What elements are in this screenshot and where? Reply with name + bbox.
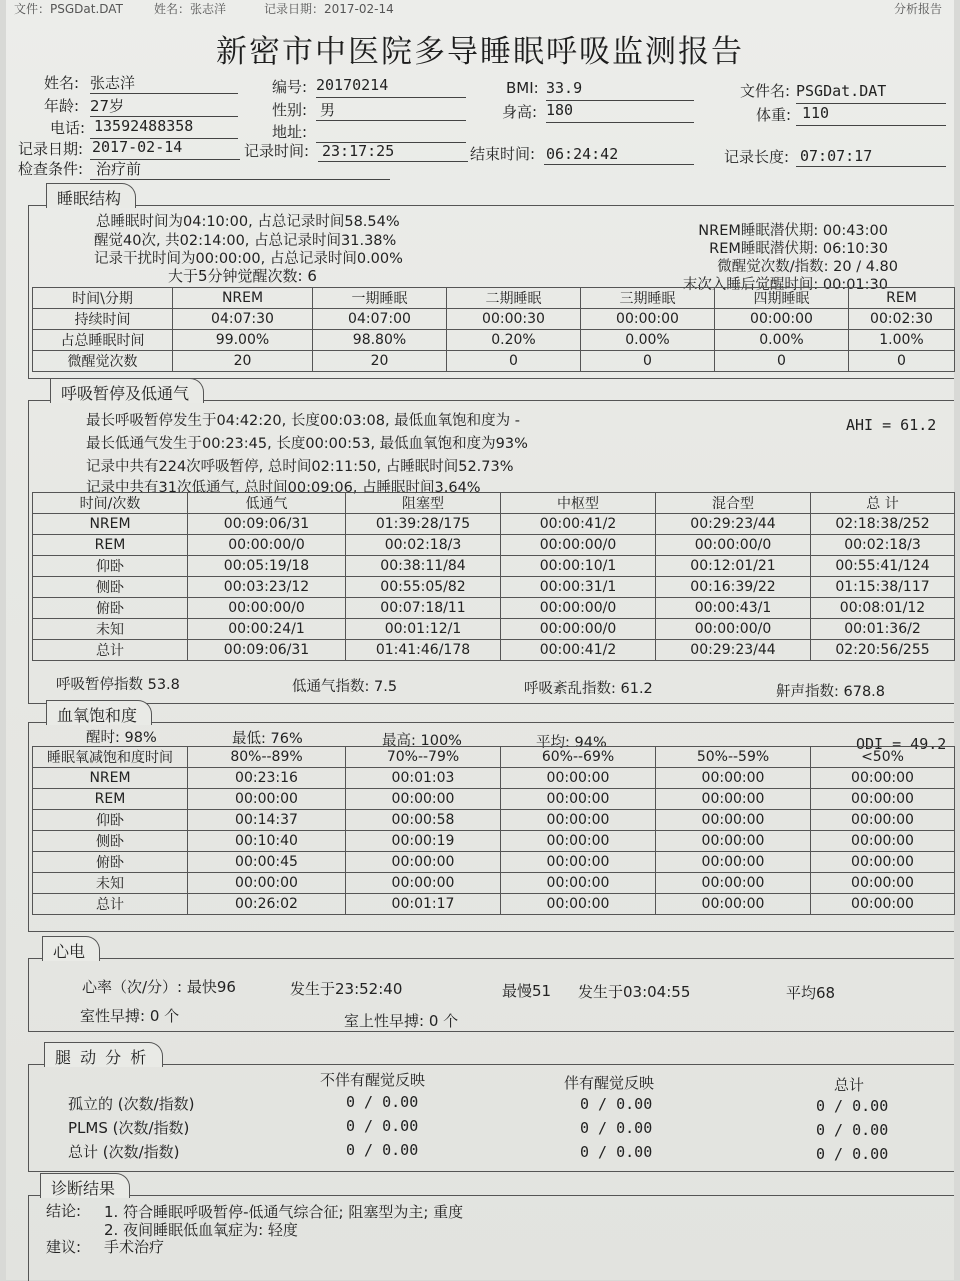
spo2-table-cell: 00:01:03 <box>346 768 501 789</box>
print-header <box>14 0 954 16</box>
bmi-label: BMI: <box>506 79 539 97</box>
spo2-awake: 醒时: 98% <box>86 730 157 746</box>
weight-label: 体重: <box>756 106 792 124</box>
sleep-table-cell: 0 <box>447 351 581 372</box>
sex-label: 性别: <box>272 101 308 119</box>
apnea-table-cell: 00:07:18/11 <box>346 598 501 619</box>
sleep-table-cell: 00:00:00 <box>715 309 849 330</box>
apnea-table-cell: 00:00:24/1 <box>188 619 346 640</box>
sleep-table-header-cell: 二期睡眠 <box>447 288 581 309</box>
apnea-table-row-label: 仰卧 <box>33 556 188 577</box>
end-time-value: 06:24:42 <box>546 145 619 163</box>
print-header-name: 姓名：张志洋 <box>154 2 227 16</box>
sleep-table-cell: 0.20% <box>447 330 581 351</box>
spo2-table-row-label: 总计 <box>33 894 188 915</box>
apnea-table-row-label: 俯卧 <box>33 598 188 619</box>
apnea-table-cell: 00:09:06/31 <box>188 514 346 535</box>
phone-label: 电话: <box>50 119 86 137</box>
apnea-table-row <box>33 619 955 640</box>
leg-row-label: 总计 (次数/指数) <box>68 1143 180 1161</box>
apnea-table-row-label: NREM <box>33 514 188 535</box>
sleep-table-cell: 20 <box>173 351 313 372</box>
spo2-table-cell: 00:00:00 <box>656 768 811 789</box>
sleep-table-row <box>33 351 955 372</box>
spo2-table-cell: 00:00:00 <box>346 873 501 894</box>
spo2-table-cell: 00:00:00 <box>501 831 656 852</box>
hr-slow-time: 发生于03:04:55 <box>578 983 691 1001</box>
leg-arousal-value: 0 / 0.00 <box>580 1143 653 1161</box>
sleep-table-cell: 04:07:00 <box>313 309 447 330</box>
apnea-table-cell: 00:00:00/0 <box>501 619 656 640</box>
spo2-table-cell: 00:00:00 <box>811 831 955 852</box>
spo2-table-cell: 00:00:00 <box>811 789 955 810</box>
spo2-table-cell: 00:00:00 <box>656 894 811 915</box>
apnea-table-cell: 00:00:10/1 <box>501 556 656 577</box>
apnea-table-cell: 00:16:39/22 <box>656 577 811 598</box>
apnea-table-cell: 01:39:28/175 <box>346 514 501 535</box>
spo2-table-row-label: 未知 <box>33 873 188 894</box>
spo2-table-cell: 00:00:00 <box>501 789 656 810</box>
apnea-table-cell: 00:00:41/2 <box>501 640 656 661</box>
apnea-line-4: 记录中共有31次低通气, 总时间00:09:06, 占睡眠时间3.64% <box>86 480 481 496</box>
spo2-table-row-label: NREM <box>33 768 188 789</box>
apnea-table-header-cell: 总 计 <box>811 493 955 514</box>
spo2-table-header-cell: 80%--89% <box>188 747 346 768</box>
sleep-table-cell: 00:00:30 <box>447 309 581 330</box>
spo2-table-cell: 00:00:00 <box>811 852 955 873</box>
sleep-line-3: 记录干扰时间为00:00:00, 占总记录时间0.00% <box>94 251 403 267</box>
apnea-table-cell: 00:05:19/18 <box>188 556 346 577</box>
spo2-table-cell: 00:00:00 <box>656 810 811 831</box>
bmi-value: 33.9 <box>546 79 583 97</box>
print-header-right: 分析报告 <box>894 2 943 16</box>
print-header-date: 记录日期：2017-02-14 <box>264 2 394 16</box>
hr-fast-time: 发生于23:52:40 <box>290 980 403 998</box>
apnea-table-row <box>33 640 955 661</box>
spo2-table-cell: 00:00:00 <box>501 810 656 831</box>
spo2-table-cell: 00:00:00 <box>188 789 346 810</box>
sleep-table-row <box>33 309 955 330</box>
ahi-value: AHI = 61.2 <box>846 416 937 434</box>
apnea-index: 呼吸暂停指数 53.8 <box>56 677 180 693</box>
odi-value: ODI = 49.2 <box>856 735 947 753</box>
apnea-table-cell: 00:00:00/0 <box>501 598 656 619</box>
apnea-table-cell: 00:00:00/0 <box>501 535 656 556</box>
leg-no-arousal-value: 0 / 0.00 <box>346 1093 419 1111</box>
spo2-table-cell: 00:26:02 <box>188 894 346 915</box>
phone-value: 13592488358 <box>94 117 194 135</box>
address-label: 地址: <box>272 123 308 141</box>
sleep-table-header-row <box>33 288 955 309</box>
name-label: 姓名: <box>44 74 80 92</box>
spo2-table-row-label: 侧卧 <box>33 831 188 852</box>
record-length-label: 记录长度: <box>724 148 790 166</box>
height-value: 180 <box>546 101 574 119</box>
sleep-table-cell: 99.00% <box>173 330 313 351</box>
leg-col-arousal: 伴有醒觉反映 <box>564 1074 655 1092</box>
leg-total-value: 0 / 0.00 <box>816 1121 889 1139</box>
spo2-table-row <box>33 852 955 873</box>
apnea-table-cell: 00:00:41/2 <box>501 514 656 535</box>
id-label: 编号: <box>272 78 308 96</box>
spo2-table-row <box>33 873 955 894</box>
spo2-table-cell: 00:00:00 <box>346 852 501 873</box>
spo2-table-cell: 00:00:00 <box>501 894 656 915</box>
spo2-table-cell: 00:00:00 <box>811 768 955 789</box>
record-date-value: 2017-02-14 <box>92 138 183 156</box>
report-page <box>6 0 954 1280</box>
apnea-table-cell: 00:55:41/124 <box>811 556 955 577</box>
file-value: PSGDat.DAT <box>796 82 887 100</box>
spo2-table-row <box>33 810 955 831</box>
print-header-file: 文件：PSGDat.DAT <box>14 2 123 16</box>
spo2-table-cell: 00:00:00 <box>501 768 656 789</box>
apnea-table-cell: 00:02:18/3 <box>346 535 501 556</box>
sleep-table-cell: 0 <box>581 351 715 372</box>
apnea-table-row-label: 总计 <box>33 640 188 661</box>
spo2-table-cell: 00:00:00 <box>656 852 811 873</box>
apnea-table-cell: 02:20:56/255 <box>811 640 955 661</box>
leg-arousal-value: 0 / 0.00 <box>580 1119 653 1137</box>
sleep-table-cell: 00:00:00 <box>581 309 715 330</box>
sleep-table-header-cell: 一期睡眠 <box>313 288 447 309</box>
leg-no-arousal-value: 0 / 0.00 <box>346 1117 419 1135</box>
spo2-table-header-row <box>33 747 955 768</box>
spo2-table-cell: 00:00:19 <box>346 831 501 852</box>
leg-arousal-value: 0 / 0.00 <box>580 1095 653 1113</box>
sleep-line-1: 总睡眠时间为04:10:00, 占总记录时间58.54% <box>96 214 400 230</box>
spo2-table-row-label: 俯卧 <box>33 852 188 873</box>
apnea-table-row <box>33 535 955 556</box>
apnea-table-cell: 00:29:23/44 <box>656 640 811 661</box>
snore-index: 鼾声指数: 678.8 <box>776 684 886 700</box>
condition-label: 检查条件: <box>18 160 84 178</box>
leg-tab: 腿 动 分 析 <box>44 1042 163 1067</box>
apnea-line-2: 最长低通气发生于00:23:45, 长度00:00:53, 最低血氧饱和度为93% <box>86 436 528 452</box>
spo2-table-cell: 00:01:17 <box>346 894 501 915</box>
name-value: 张志洋 <box>90 74 136 92</box>
sleep-table-header-cell: 四期睡眠 <box>715 288 849 309</box>
apnea-table-row <box>33 598 955 619</box>
apnea-tab: 呼吸暂停及低通气 <box>50 378 204 403</box>
apnea-table-cell: 00:00:31/1 <box>501 577 656 598</box>
micro-arousal: 微醒觉次数/指数: 20 / 4.80 <box>717 259 898 275</box>
record-length-value: 07:07:17 <box>800 147 873 165</box>
supraventricular-premature: 室上性早搏: 0 个 <box>344 1012 459 1030</box>
sleep-table-row <box>33 330 955 351</box>
rdi-value: 呼吸紊乱指数: 61.2 <box>524 681 653 697</box>
spo2-min: 最低: 76% <box>232 731 303 747</box>
leg-total-value: 0 / 0.00 <box>816 1145 889 1163</box>
apnea-line-1: 最长呼吸暂停发生于04:42:20, 长度00:03:08, 最低血氧饱和度为 - <box>86 413 521 429</box>
id-value: 20170214 <box>316 76 389 94</box>
spo2-max: 最高: 100% <box>382 733 462 749</box>
rem-latency: REM睡眠潜伏期: 06:10:30 <box>709 241 888 257</box>
spo2-table-row <box>33 768 955 789</box>
sleep-line-4: 大于5分钟觉醒次数: 6 <box>168 267 317 285</box>
sleep-table-row-label: 持续时间 <box>33 309 173 330</box>
spo2-table-cell: 00:00:00 <box>501 873 656 894</box>
apnea-table-cell: 00:01:36/2 <box>811 619 955 640</box>
apnea-table-cell: 00:02:18/3 <box>811 535 955 556</box>
hr-avg: 平均68 <box>786 984 836 1002</box>
spo2-table-cell: 00:00:45 <box>188 852 346 873</box>
spo2-table-row <box>33 894 955 915</box>
sleep-table-header-cell: 三期睡眠 <box>581 288 715 309</box>
sleep-line-2: 醒觉40次, 共02:14:00, 占总记录时间31.38% <box>94 233 397 249</box>
sleep-table-cell: 20 <box>313 351 447 372</box>
height-label: 身高: <box>502 103 538 121</box>
record-time-value: 23:17:25 <box>322 142 395 160</box>
apnea-table-cell: 00:03:23/12 <box>188 577 346 598</box>
sleep-table-cell: 1.00% <box>849 330 955 351</box>
sleep-table-cell: 0 <box>715 351 849 372</box>
apnea-table-cell: 00:12:01/21 <box>656 556 811 577</box>
leg-row-label: PLMS (次数/指数) <box>68 1119 190 1137</box>
apnea-table-cell: 00:29:23/44 <box>656 514 811 535</box>
spo2-table-row-label: REM <box>33 789 188 810</box>
leg-row-label: 孤立的 (次数/指数) <box>68 1095 195 1113</box>
conclusion-label: 结论: <box>46 1202 82 1220</box>
nrem-latency: NREM睡眠潜伏期: 00:43:00 <box>698 223 888 239</box>
leg-col-total: 总计 <box>834 1076 865 1094</box>
apnea-table-cell: 01:15:38/117 <box>811 577 955 598</box>
sleep-table-row-label: 占总睡眠时间 <box>33 330 173 351</box>
apnea-table-cell: 00:00:00/0 <box>188 598 346 619</box>
spo2-table-row <box>33 789 955 810</box>
spo2-table-cell: 00:00:00 <box>811 810 955 831</box>
apnea-table-cell: 00:09:06/31 <box>188 640 346 661</box>
ventricular-premature: 室性早搏: 0 个 <box>80 1007 180 1025</box>
spo2-avg: 平均: 94% <box>536 735 607 751</box>
sleep-table-cell: 98.80% <box>313 330 447 351</box>
sleep-table-cell: 04:07:30 <box>173 309 313 330</box>
apnea-table-cell: 00:00:00/0 <box>188 535 346 556</box>
apnea-table-header-cell: 阻塞型 <box>346 493 501 514</box>
apnea-table-cell: 02:18:38/252 <box>811 514 955 535</box>
age-value: 27岁 <box>90 97 125 115</box>
advice-label: 建议: <box>46 1238 82 1256</box>
sleep-table-header-cell: REM <box>849 288 955 309</box>
spo2-table-row <box>33 831 955 852</box>
apnea-table-row <box>33 577 955 598</box>
report-title: 新密市中医院多导睡眠呼吸监测报告 <box>216 34 744 70</box>
spo2-table-cell: 00:00:00 <box>811 894 955 915</box>
end-time-label: 结束时间: <box>470 145 536 163</box>
apnea-table <box>32 492 955 661</box>
apnea-table-row-label: 未知 <box>33 619 188 640</box>
file-label: 文件名: <box>740 82 791 100</box>
apnea-table-row-label: REM <box>33 535 188 556</box>
spo2-table-cell: 00:00:00 <box>656 831 811 852</box>
spo2-table-header-cell: 60%--69% <box>501 747 656 768</box>
spo2-table-cell: 00:23:16 <box>188 768 346 789</box>
spo2-table-cell: 00:00:00 <box>811 873 955 894</box>
final-wake: 末次入睡后觉醒时间: 00:01:30 <box>682 277 888 293</box>
apnea-table-row-label: 侧卧 <box>33 577 188 598</box>
leg-total-value: 0 / 0.00 <box>816 1097 889 1115</box>
leg-col-no-arousal: 不伴有醒觉反映 <box>320 1071 426 1089</box>
spo2-table-cell: 00:00:00 <box>656 873 811 894</box>
sleep-table-header-cell: 时间\分期 <box>33 288 173 309</box>
record-date-label: 记录日期: <box>18 140 84 158</box>
weight-value: 110 <box>802 104 830 122</box>
spo2-table-cell: 00:00:00 <box>346 789 501 810</box>
apnea-table-cell: 00:01:12/1 <box>346 619 501 640</box>
spo2-table-cell: 00:00:00 <box>501 852 656 873</box>
diagnosis-tab: 诊断结果 <box>40 1173 130 1198</box>
advice-value: 手术治疗 <box>104 1238 165 1256</box>
spo2-table-header-cell: 睡眠氧减饱和度时间 <box>33 747 188 768</box>
apnea-line-3: 记录中共有224次呼吸暂停, 总时间02:11:50, 占睡眠时间52.73% <box>86 459 514 475</box>
diagnosis-item-1: 1. 符合睡眠呼吸暂停-低通气综合征; 阻塞型为主; 重度 <box>104 1203 464 1221</box>
apnea-table-cell: 00:00:00/0 <box>656 535 811 556</box>
sleep-table-cell: 0.00% <box>715 330 849 351</box>
apnea-table-cell: 00:00:43/1 <box>656 598 811 619</box>
sleep-table-cell: 0.00% <box>581 330 715 351</box>
spo2-table-header-cell: 70%--79% <box>346 747 501 768</box>
sleep-stage-table <box>32 287 955 372</box>
sleep-table-header-cell: NREM <box>173 288 313 309</box>
hr-fast: 心率（次/分）: 最快96 <box>82 978 236 996</box>
sleep-table-cell: 00:02:30 <box>849 309 955 330</box>
apnea-table-cell: 00:08:01/12 <box>811 598 955 619</box>
spo2-table-header-cell: <50% <box>811 747 955 768</box>
spo2-table-row-label: 仰卧 <box>33 810 188 831</box>
spo2-table-cell: 00:10:40 <box>188 831 346 852</box>
hr-slow: 最慢51 <box>502 982 552 1000</box>
sleep-table-cell: 0 <box>849 351 955 372</box>
spo2-table <box>32 746 955 915</box>
apnea-table-row <box>33 514 955 535</box>
apnea-table-header-cell: 低通气 <box>188 493 346 514</box>
apnea-table-cell: 01:41:46/178 <box>346 640 501 661</box>
sleep-structure-tab: 睡眠结构 <box>46 183 136 208</box>
spo2-table-cell: 00:00:00 <box>188 873 346 894</box>
apnea-table-row <box>33 556 955 577</box>
condition-value: 治疗前 <box>96 160 142 178</box>
leg-no-arousal-value: 0 / 0.00 <box>346 1141 419 1159</box>
sex-value: 男 <box>320 101 336 119</box>
spo2-tab: 血氧饱和度 <box>46 700 152 725</box>
ecg-tab: 心电 <box>42 936 100 961</box>
apnea-table-cell: 00:55:05/82 <box>346 577 501 598</box>
apnea-table-header-cell: 混合型 <box>656 493 811 514</box>
age-label: 年龄: <box>44 97 80 115</box>
spo2-table-cell: 00:00:00 <box>656 789 811 810</box>
apnea-table-header-cell: 中枢型 <box>501 493 656 514</box>
apnea-table-cell: 00:00:00/0 <box>656 619 811 640</box>
record-time-label: 记录时间: <box>244 142 310 160</box>
apnea-table-header-row <box>33 493 955 514</box>
spo2-table-cell: 00:14:37 <box>188 810 346 831</box>
diagnosis-item-2: 2. 夜间睡眠低血氧症为: 轻度 <box>104 1221 298 1239</box>
spo2-table-cell: 00:00:58 <box>346 810 501 831</box>
apnea-table-header-cell: 时间/次数 <box>33 493 188 514</box>
sleep-table-row-label: 微醒觉次数 <box>33 351 173 372</box>
spo2-table-header-cell: 50%--59% <box>656 747 811 768</box>
apnea-table-cell: 00:38:11/84 <box>346 556 501 577</box>
hypopnea-index: 低通气指数: 7.5 <box>292 679 398 695</box>
